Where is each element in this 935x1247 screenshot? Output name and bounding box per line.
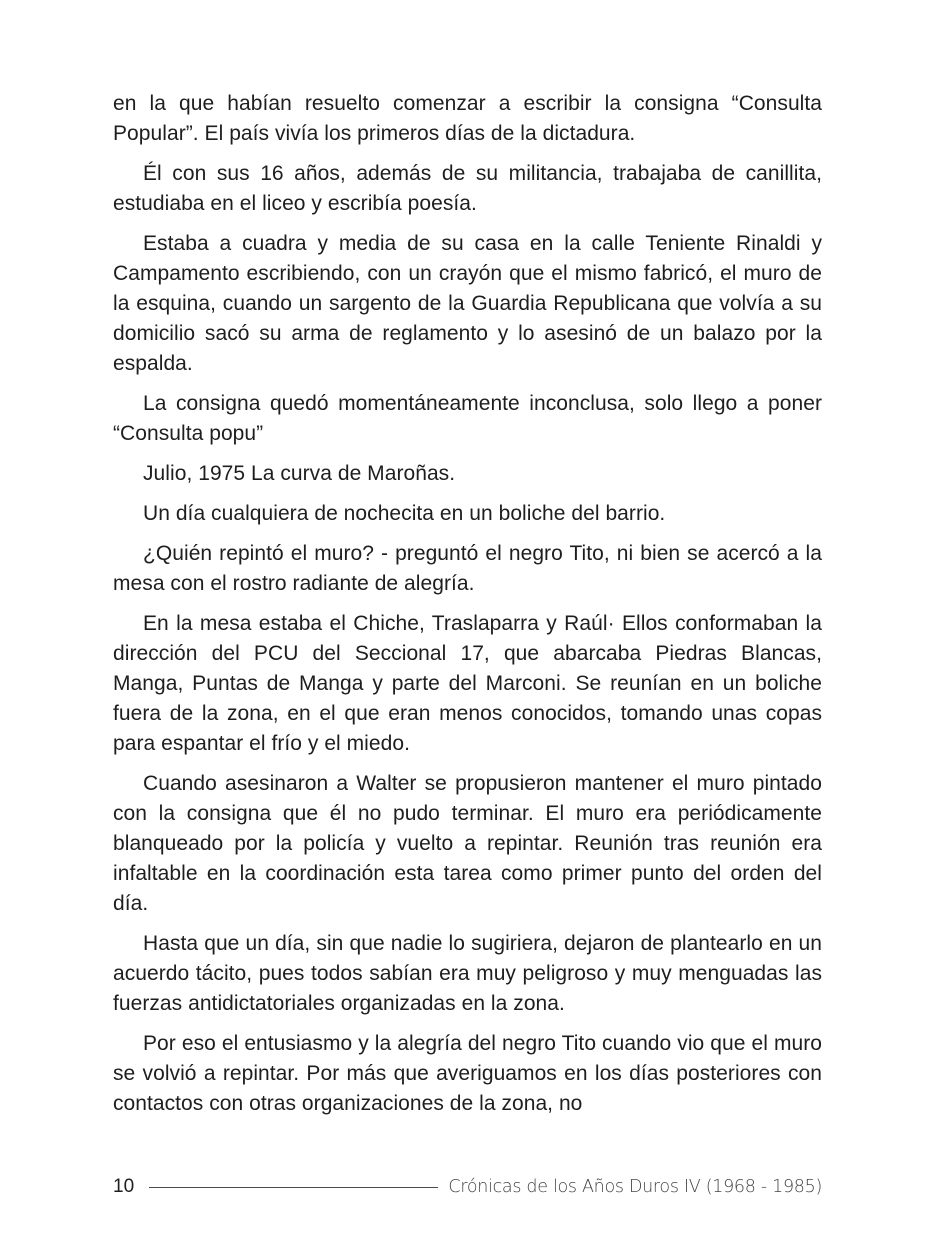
footer-divider [149,1187,438,1188]
paragraph: Un día cualquiera de nochecita en un boliche del barrio. [143,502,666,525]
paragraph: Estaba a cuadra y media de su casa en la calle Teniente Rinaldi y Campamento escribiendo, con un crayón que el mismo fabricó, el muro de la esquina, cuando un sargento de la Guardia Republicana que volvía a su domicilio sacó su arma de reglamento y lo asesinó de un balazo por la espalda. [113,232,822,375]
paragraph: Por eso el entusiasmo y la alegría del negro Tito cuando vio que el muro se volvió a repintar. Por más que averiguamos en los días posteriores con contactos con otras organizaciones de la zona, no [113,1032,822,1115]
paragraph: ¿Quién repintó el muro? - preguntó el negro Tito, ni bien se acercó a la mesa con el rostro radiante de alegría. [113,542,822,595]
paragraph: La consigna quedó momentáneamente inconclusa, solo llego a poner “Consulta popu” [113,392,822,445]
paragraph-continuation: en la que habían resuelto comenzar a escribir la consigna “Consulta Popular”. El país vivía los primeros días de la dictadura. [113,92,822,145]
running-footer-title: Crónicas de los Años Duros IV (1968 - 1985) [448,1177,822,1197]
paragraph: Cuando asesinaron a Walter se propusieron mantener el muro pintado con la consigna que él no pudo terminar. El muro era periódicamente blanqueado por la policía y vuelto a repintar. Reunión tras reunión era infaltable en la coordinación esta tarea como primer punto del orden del día. [113,772,822,915]
page-number: 10 [113,1176,135,1197]
paragraph: En la mesa estaba el Chiche, Traslaparra y Raúl· Ellos conformaban la dirección del PCU del Seccional 17, que abarcaba Piedras Blancas, Manga, Puntas de Manga y parte del Marconi. Se reunían en un boliche fuera de la zona, en el que eran menos conocidos, tomando unas copas para espantar el frío y el miedo. [113,612,822,755]
page-footer [113,1172,822,1202]
page-body [113,89,822,1129]
paragraph: Él con sus 16 años, además de su militancia, trabajaba de canillita, estudiaba en el liceo y escribía poesía. [113,162,822,215]
paragraph: Julio, 1975 La curva de Maroñas. [143,462,456,485]
paragraph: Hasta que un día, sin que nadie lo sugiriera, dejaron de plantearlo en un acuerdo tácito, pues todos sabían era muy peligroso y muy menguadas las fuerzas antidictatoriales organizadas en la zona. [113,932,822,1015]
